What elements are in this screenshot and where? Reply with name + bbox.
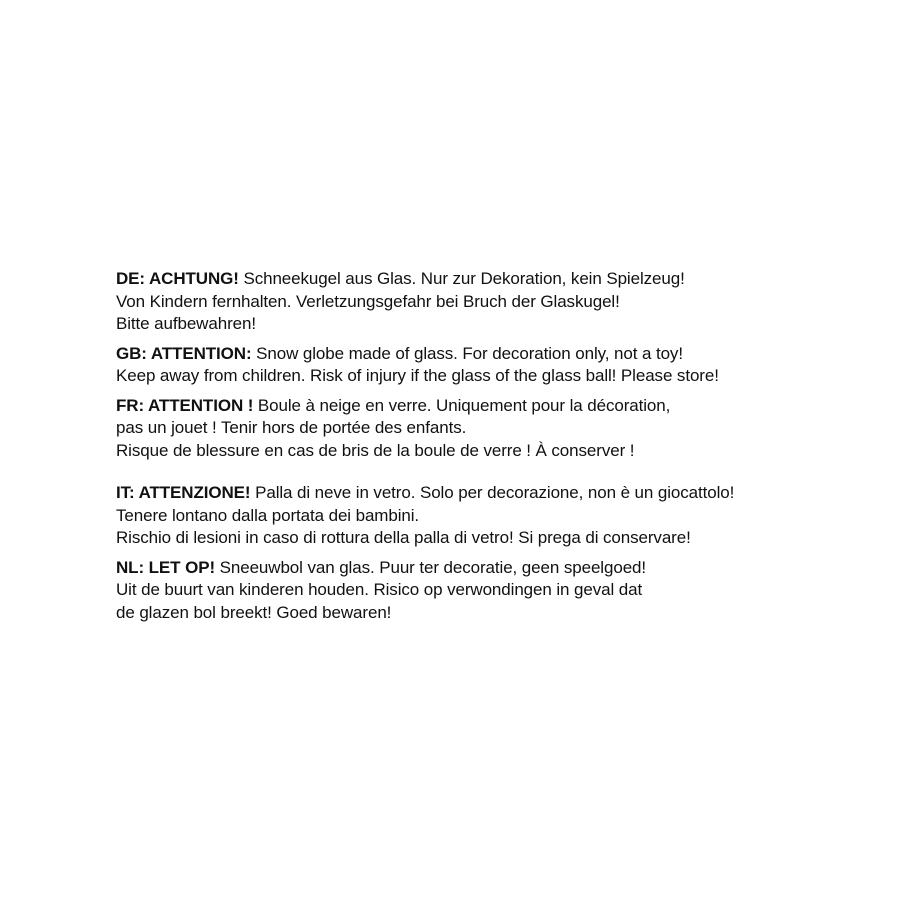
safety-warnings (116, 268, 876, 624)
warning-line: de glazen bol breekt! Goed bewaren! (116, 602, 392, 622)
warning-de (116, 268, 876, 336)
warning-label: FR: ATTENTION ! (116, 395, 254, 415)
warning-line: Uit de buurt van kinderen houden. Risico op verwondingen in geval dat (116, 580, 643, 599)
warning-fr (116, 395, 876, 463)
warning-text: Boule à neige en verre. Uniquement pour la décoration, (253, 395, 671, 415)
warning-label: GB: ATTENTION: (116, 343, 252, 363)
warning-line: Risque de blessure en cas de bris de la boule de verre ! À conserver ! (116, 440, 635, 460)
warning-label: IT: ATTENZIONE! (116, 483, 251, 502)
warning-line: Tenere lontano dalla portata dei bambini. (116, 505, 420, 525)
warning-line: Von Kindern fernhalten. Verletzungsgefahr bei Bruch der Glaskugel! (116, 291, 620, 311)
warning-text: Snow globe made of glass. For decoration only, not a toy! (251, 343, 683, 363)
warning-nl (116, 557, 876, 625)
warning-gb (116, 343, 876, 388)
warning-text: Schneekugel aus Glas. Nur zur Dekoration, kein Spielzeug! (238, 269, 685, 288)
warning-line: Keep away from children. Risk of injury if the glass of the glass ball! Please store! (116, 366, 719, 385)
warning-line (116, 557, 876, 580)
warning-line (116, 482, 876, 505)
warning-label: NL: LET OP! (116, 557, 215, 577)
warning-line (116, 395, 876, 418)
warning-it (116, 482, 876, 550)
warning-text: Sneeuwbol van glas. Puur ter decoratie, geen speelgoed! (215, 557, 647, 577)
warning-text: Palla di neve in vetro. Solo per decorazione, non è un giocattolo! (250, 483, 735, 502)
warning-line: Bitte aufbewahren! (116, 314, 256, 333)
warning-line: Rischio di lesioni in caso di rottura della palla di vetro! Si prega di conservare! (116, 528, 691, 547)
warning-line: pas un jouet ! Tenir hors de portée des enfants. (116, 418, 467, 437)
warning-line (116, 268, 876, 291)
warning-line (116, 343, 876, 366)
warning-label: DE: ACHTUNG! (116, 269, 239, 288)
